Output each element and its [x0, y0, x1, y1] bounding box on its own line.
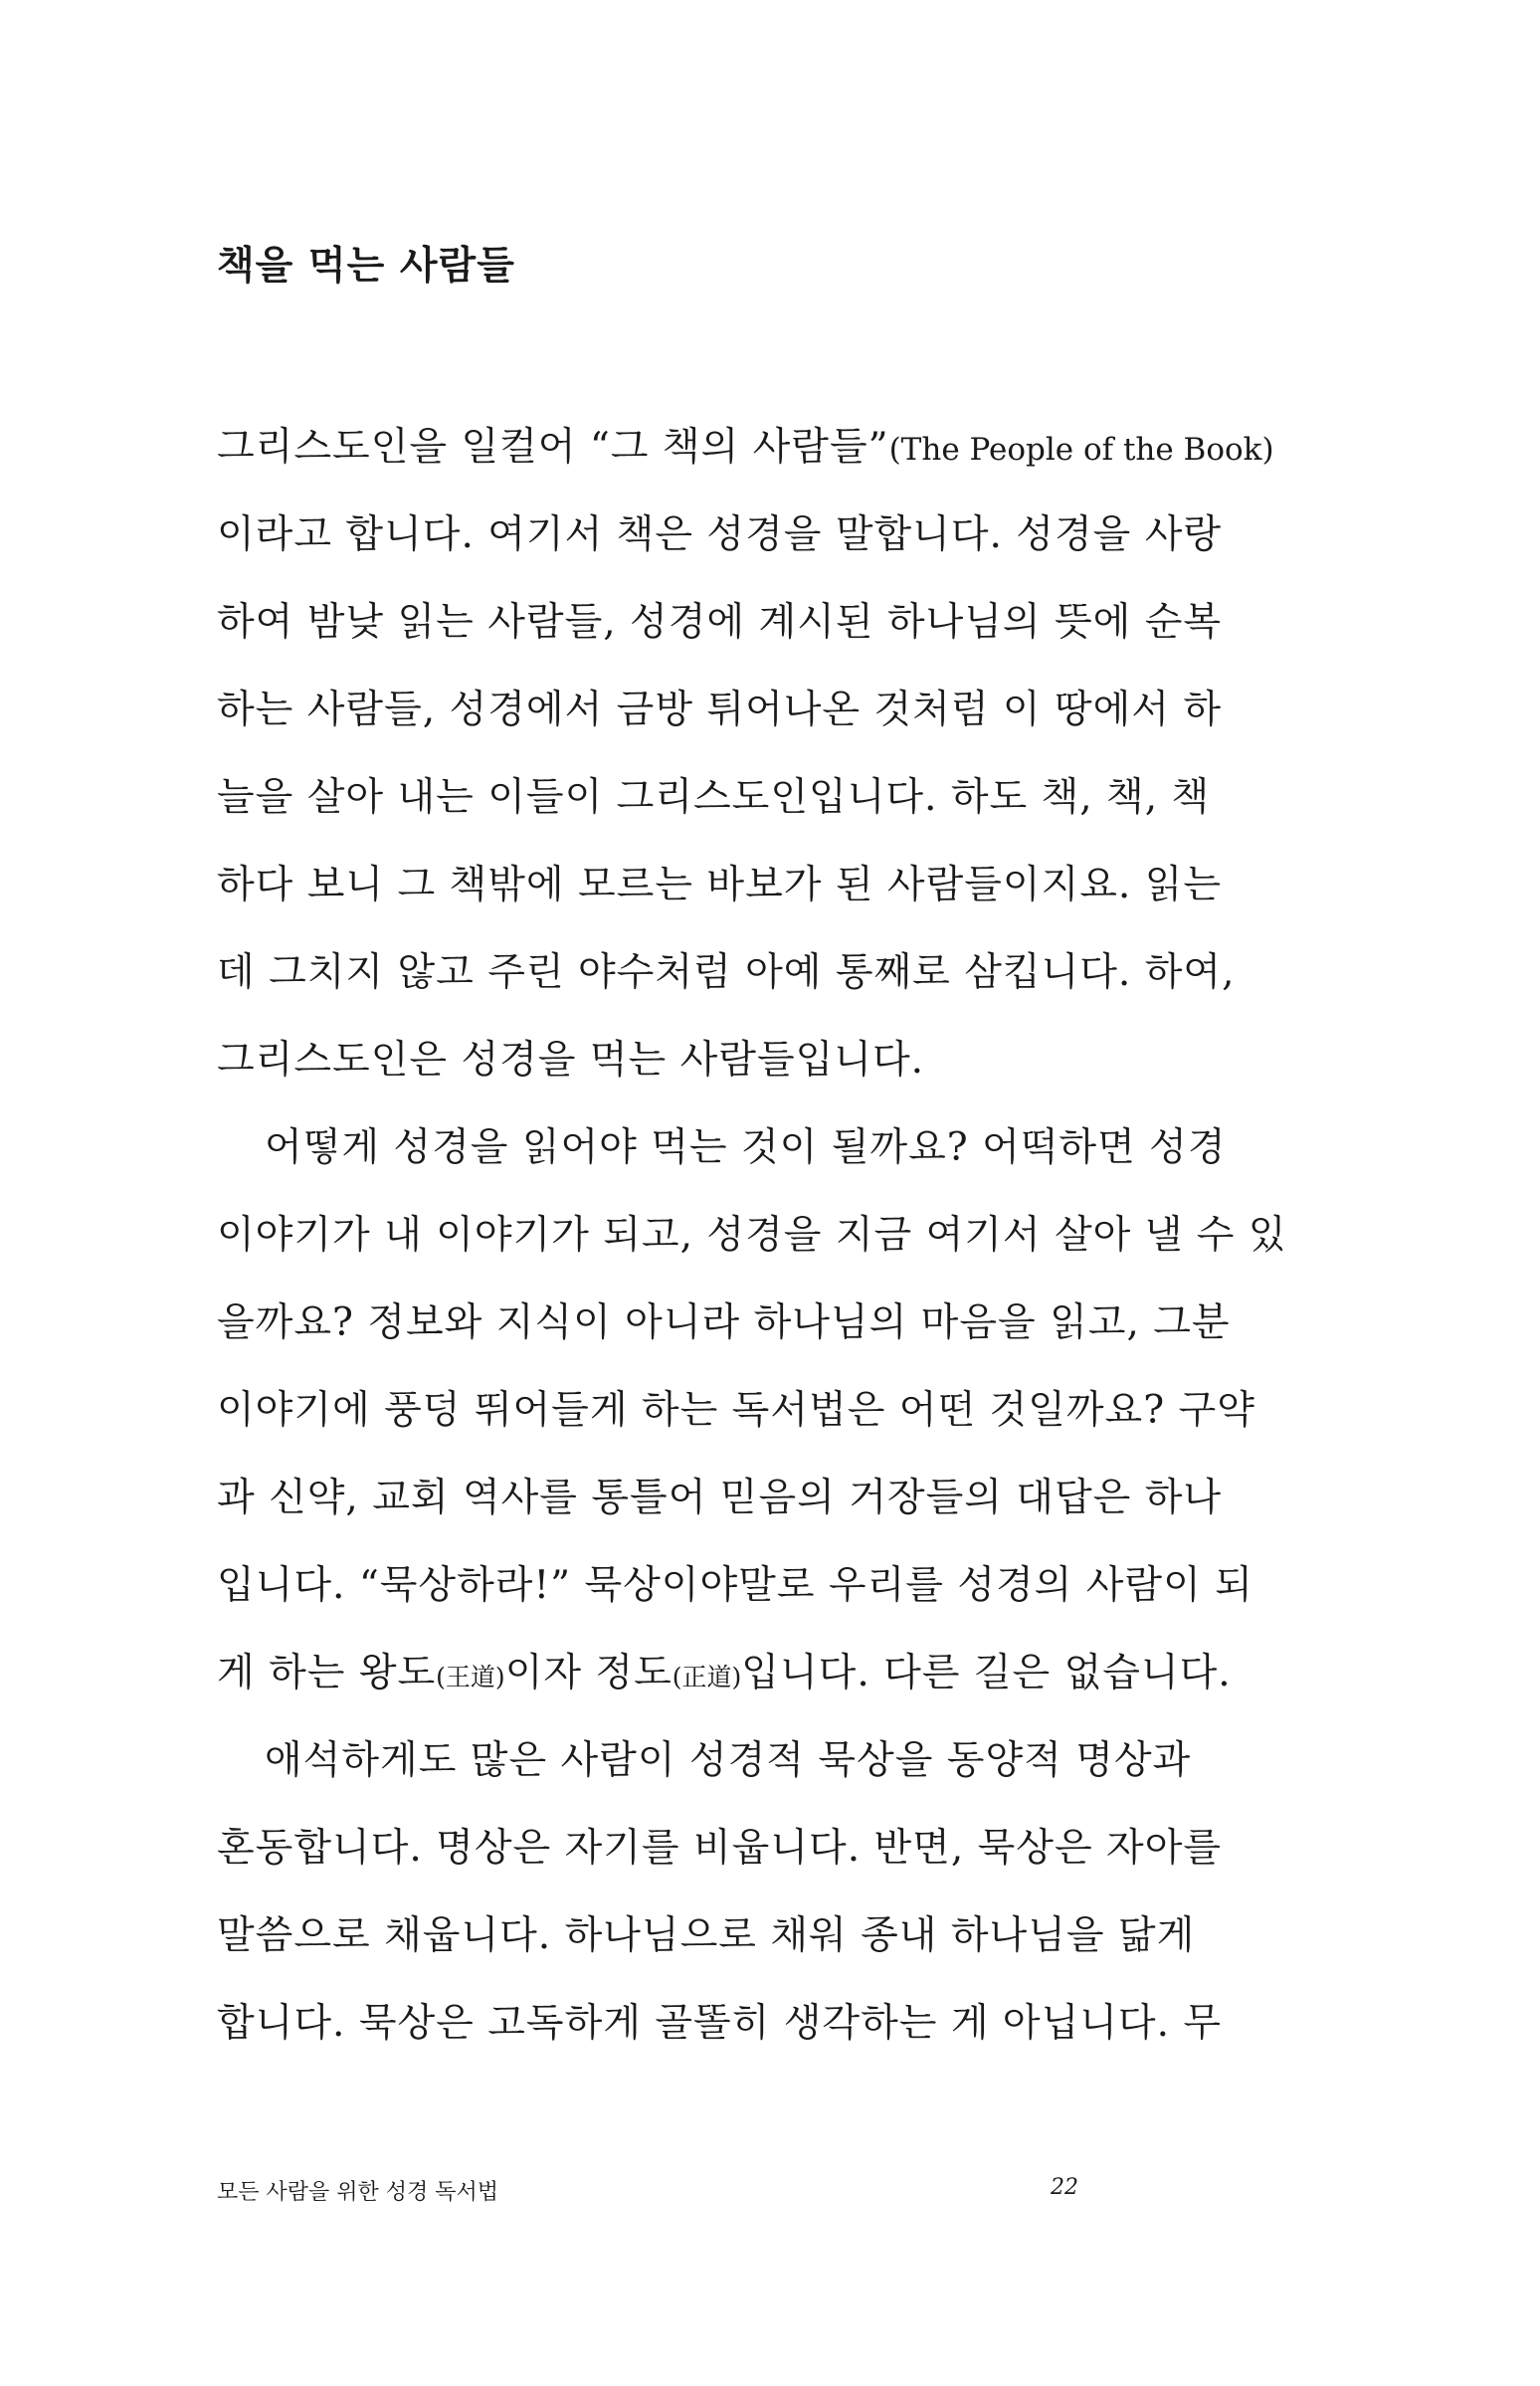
- text-segment: 과 신약, 교회 역사를 통틀어 믿음의 거장들의 대답은 하나: [217, 1476, 1223, 1520]
- body-text: [217, 404, 1323, 2068]
- text-line: [217, 404, 1323, 492]
- text-segment: 혼동합니다. 명상은 자기를 비웁니다. 반면, 묵상은 자아를: [217, 1826, 1223, 1871]
- running-footer-title: 모든 사람을 위한 성경 독서법: [217, 2180, 498, 2205]
- hanja-annotation: (正道): [672, 1663, 742, 1691]
- text-segment: 게 하는 왕도: [217, 1651, 437, 1695]
- text-line: [217, 1367, 1323, 1455]
- text-segment: 입니다. 다른 길은 없습니다.: [741, 1651, 1232, 1695]
- text-segment: 이라고 합니다. 여기서 책은 성경을 말합니다. 성경을 사랑: [217, 512, 1223, 557]
- page-heading: 책을 먹는 사람들: [217, 243, 515, 289]
- text-segment: 어떻게 성경을 읽어야 먹는 것이 될까요? 어떡하면 성경: [265, 1125, 1227, 1170]
- text-segment: 애석하게도 많은 사람이 성경적 묵상을 동양적 명상과: [265, 1738, 1192, 1783]
- text-segment: 이자 정도: [504, 1651, 673, 1695]
- text-line: [217, 667, 1323, 754]
- text-segment: 하다 보니 그 책밖에 모르는 바보가 된 사람들이지요. 읽는: [217, 863, 1223, 907]
- text-line: [217, 1542, 1323, 1630]
- text-line: [217, 842, 1323, 929]
- text-line: [217, 1630, 1323, 1717]
- text-line: [217, 929, 1323, 1017]
- text-line: [217, 1280, 1323, 1367]
- latin-annotation: (The People of the Book): [888, 432, 1274, 468]
- text-segment: 이야기가 내 이야기가 되고, 성경을 지금 여기서 살아 낼 수 있: [217, 1213, 1287, 1258]
- text-line: [217, 1017, 1323, 1104]
- text-line: [217, 1892, 1323, 1980]
- text-line: [217, 1980, 1323, 2068]
- text-line: [217, 1455, 1323, 1542]
- text-line: [217, 1192, 1323, 1280]
- text-segment: 이야기에 풍덩 뛰어들게 하는 독서법은 어떤 것일까요? 구약: [217, 1388, 1255, 1433]
- text-segment: 합니다. 묵상은 고독하게 골똘히 생각하는 게 아닙니다. 무: [217, 2001, 1223, 2046]
- page-footer: [0, 2175, 1540, 2215]
- text-line: [217, 579, 1323, 667]
- text-segment: 하는 사람들, 성경에서 금방 튀어나온 것처럼 이 땅에서 하: [217, 688, 1223, 732]
- text-line: [217, 754, 1323, 842]
- text-segment: 그리스도인은 성경을 먹는 사람들입니다.: [217, 1038, 925, 1083]
- text-line: [217, 1104, 1323, 1192]
- page-number: 22: [1051, 2175, 1078, 2200]
- text-line: [217, 492, 1323, 579]
- hanja-annotation: (王道): [436, 1663, 505, 1691]
- text-segment: 그리스도인을 일컬어 “그 책의 사람들”: [217, 425, 889, 470]
- text-segment: 늘을 살아 내는 이들이 그리스도인입니다. 하도 책, 책, 책: [217, 775, 1211, 820]
- text-line: [217, 1717, 1323, 1805]
- text-line: [217, 1805, 1323, 1892]
- text-segment: 입니다. “묵상하라!” 묵상이야말로 우리를 성경의 사람이 되: [217, 1563, 1253, 1608]
- text-segment: 데 그치지 않고 주린 야수처럼 아예 통째로 삼킵니다. 하여,: [217, 950, 1236, 995]
- text-segment: 하여 밤낮 읽는 사람들, 성경에 계시된 하나님의 뜻에 순복: [217, 600, 1223, 645]
- text-segment: 말씀으로 채웁니다. 하나님으로 채워 종내 하나님을 닮게: [217, 1913, 1196, 1958]
- text-segment: 을까요? 정보와 지식이 아니라 하나님의 마음을 읽고, 그분: [217, 1300, 1231, 1345]
